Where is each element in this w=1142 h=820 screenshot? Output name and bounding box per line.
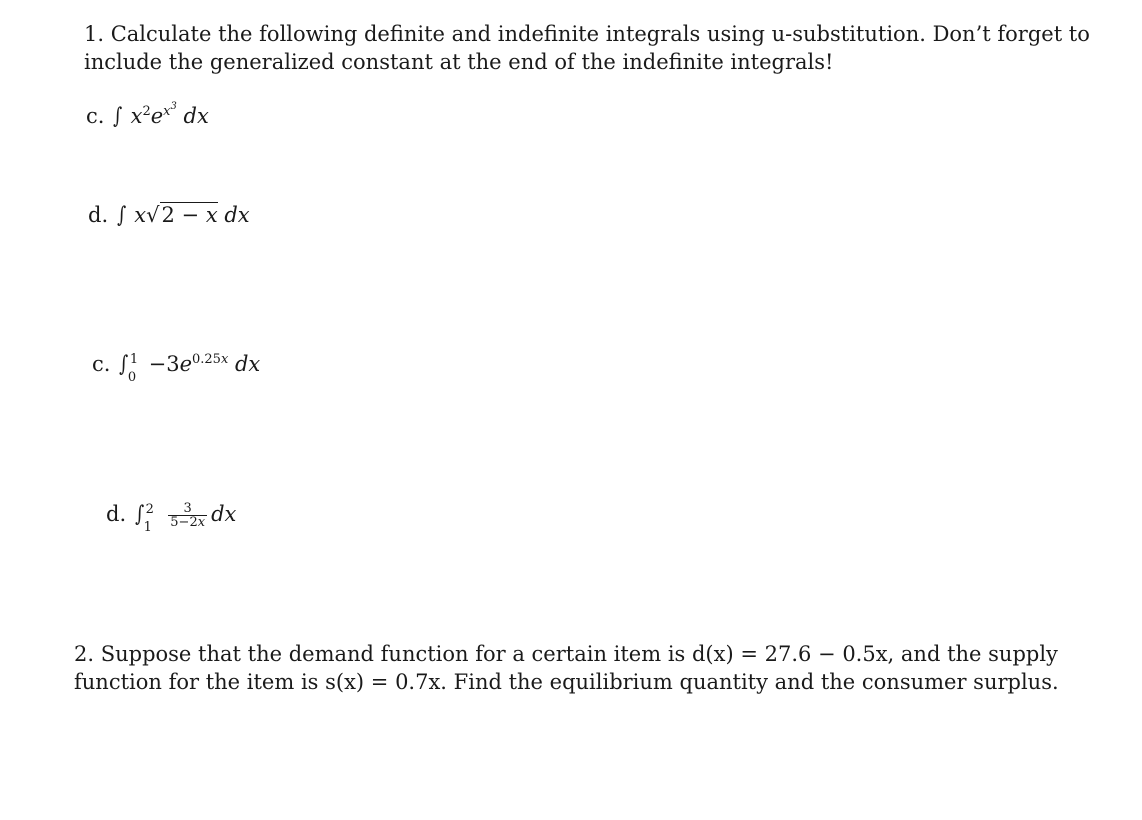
integral-item-d-indefinite: d. ∫ x√2 − x dx [88,203,250,228]
integral-expression: x√2 − x dx [134,203,250,227]
problem-1-statement [84,20,1090,76]
integral-expression: $-3e^{0.25x}$ dx [148,352,261,376]
item-label: c. [86,104,105,128]
integral-item-c-indefinite: c. ∫ $x^2e^{x^3}$ dx [86,101,209,129]
problem-2-line-2: function for the item is s(x) = 0.7x. Find the equilibrium quantity and the consumer surplus. [74,670,1059,694]
integral-item-d-definite: d. ∫ 2 1 $\frac{3}{5-2x}$ dx [106,501,237,535]
problem-1-line-2: include the generalized constant at the end of the indefinite integrals! [84,50,834,74]
problem-2-line-1: 2. Suppose that the demand function for a certain item is d(x) = 27.6 − 0.5x, and the supply [74,642,1058,666]
item-label: d. [88,203,109,227]
item-label: c. [92,352,111,376]
fraction: $\frac{3}{5-2x}$ [170,501,206,530]
integral-expression: $x^2e^{x^3}$ dx [130,101,209,128]
integral-item-c-definite: c. ∫ 1 0 $-3e^{0.25x}$ dx [92,352,261,385]
problem-1-line-1: 1. Calculate the following definite and indefinite integrals using u-substitution. Don’t forget to [84,22,1090,46]
problem-2-statement [74,640,1059,696]
item-label: d. [106,502,127,526]
integral-differential: dx [211,502,237,526]
